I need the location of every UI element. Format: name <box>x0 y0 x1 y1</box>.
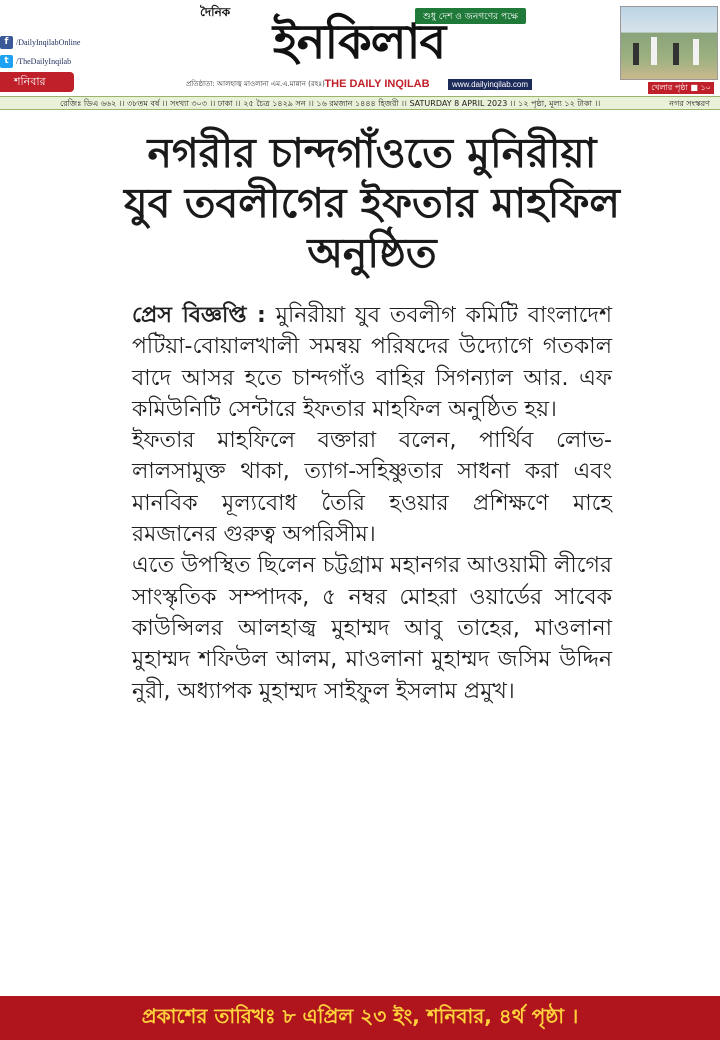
issue-info: রেজিঃ ডিএ ৬৬২ ।। ৩৮তম বর্ষ ।। সংখ্যা ৩০৩ ।। ঢাকা ।। ২৫ চৈত্র ১৪২৯ সন ।। ১৬ রমজান ১৪৪৪ হিজরী ।। SATURDAY 8 APRIL 2023 ।। ১২ পৃষ্ঠা, মূল্য ১২ টাকা ।। <box>60 99 601 108</box>
logo-prefix: দৈনিক <box>200 5 231 19</box>
player-figure <box>693 39 699 65</box>
article-paragraph: এতে উপস্থিত ছিলেন চট্টগ্রাম মহানগর আওয়ামী লীগের সাংস্কৃতিক সম্পাদক, ৫ নম্বর মোহরা ওয়ার্ডের সাবেক কাউন্সিলর আলহাজ্ব মুহাম্মদ আবু তাহের, মাওলানা মুহাম্মদ শফিউল আলম, মাওলানা মুহাম্মদ জসিম উদ্দিন নুরী, অধ্যাপক মুহাম্মদ সাইফুল ইসলাম প্রমুখ। <box>132 553 612 704</box>
date-info-bar <box>0 96 720 110</box>
article-paragraph <box>132 300 612 425</box>
article-body <box>118 300 626 707</box>
news-article <box>118 118 626 978</box>
twitter-icon: t <box>0 55 13 68</box>
player-figure <box>651 37 657 65</box>
logo-subline <box>186 78 532 90</box>
newspaper-logo <box>186 2 532 94</box>
logo-wordmark: ইনকিলাব <box>272 14 446 70</box>
newspaper-masthead <box>0 0 720 96</box>
publisher-credit: প্রতিষ্ঠাতা: আলহাজ্ব মাওলানা এম.এ.মান্নান (রহঃ) <box>186 80 325 88</box>
day-label: শনিবার <box>0 72 74 92</box>
tagline: শুধু দেশ ও জনগণের পক্ষে <box>415 8 526 24</box>
twitter-link <box>0 53 120 69</box>
social-links <box>0 34 120 72</box>
publication-date: প্রকাশের তারিখঃ ৮ এপ্রিল ২৩ ইং, শনিবার, ৪র্থ পৃষ্ঠা । <box>141 1003 579 1028</box>
sports-page-tag: খেলার পৃষ্ঠা ■ ১০ <box>648 82 714 94</box>
player-figure <box>673 43 679 65</box>
edition-label: নগর সংস্করণ <box>669 99 710 108</box>
sports-photo <box>620 6 718 80</box>
press-release-label: প্রেস বিজ্ঞপ্তি : <box>132 303 266 328</box>
article-headline: নগরীর চান্দগাঁওতে মুনিরীয়া যুব তবলীগের ইফতার মাহফিল অনুষ্ঠিত <box>124 129 620 277</box>
english-name: THE DAILY INQILAB <box>324 78 430 90</box>
publication-date-bar <box>0 996 720 1040</box>
twitter-handle: /TheDailyInqilab <box>16 56 72 66</box>
player-figure <box>633 43 639 65</box>
facebook-handle: /DailyInqilabOnline <box>16 37 81 47</box>
facebook-icon: f <box>0 36 13 49</box>
article-paragraph: ইফতার মাহফিলে বক্তারা বলেন, পার্থিব লোভ-লালসামুক্ত থাকা, ত্যাগ-সহিষ্ণুতার সাধনা করা এবং মানবিক মূল্যবোধ তৈরি হওয়ার প্রশিক্ষণে মাহে রমজানের গুরুত্ব অপরিসীম। <box>132 428 612 548</box>
facebook-link <box>0 34 120 50</box>
paragraph-text: মুনিরীয়া যুব তবলীগ কমিটি বাংলাদেশ পটিয়া-বোয়ালখালী সমন্বয় পরিষদের উদ্যোগে গতকাল বাদে আসর হতে চান্দগাঁও বাহির সিগন্যাল আর. এফ কমিউনিটি সেন্টারে ইফতার মাহফিল অনুষ্ঠিত হয়। <box>132 303 612 422</box>
website: www.dailyinqilab.com <box>448 79 532 90</box>
